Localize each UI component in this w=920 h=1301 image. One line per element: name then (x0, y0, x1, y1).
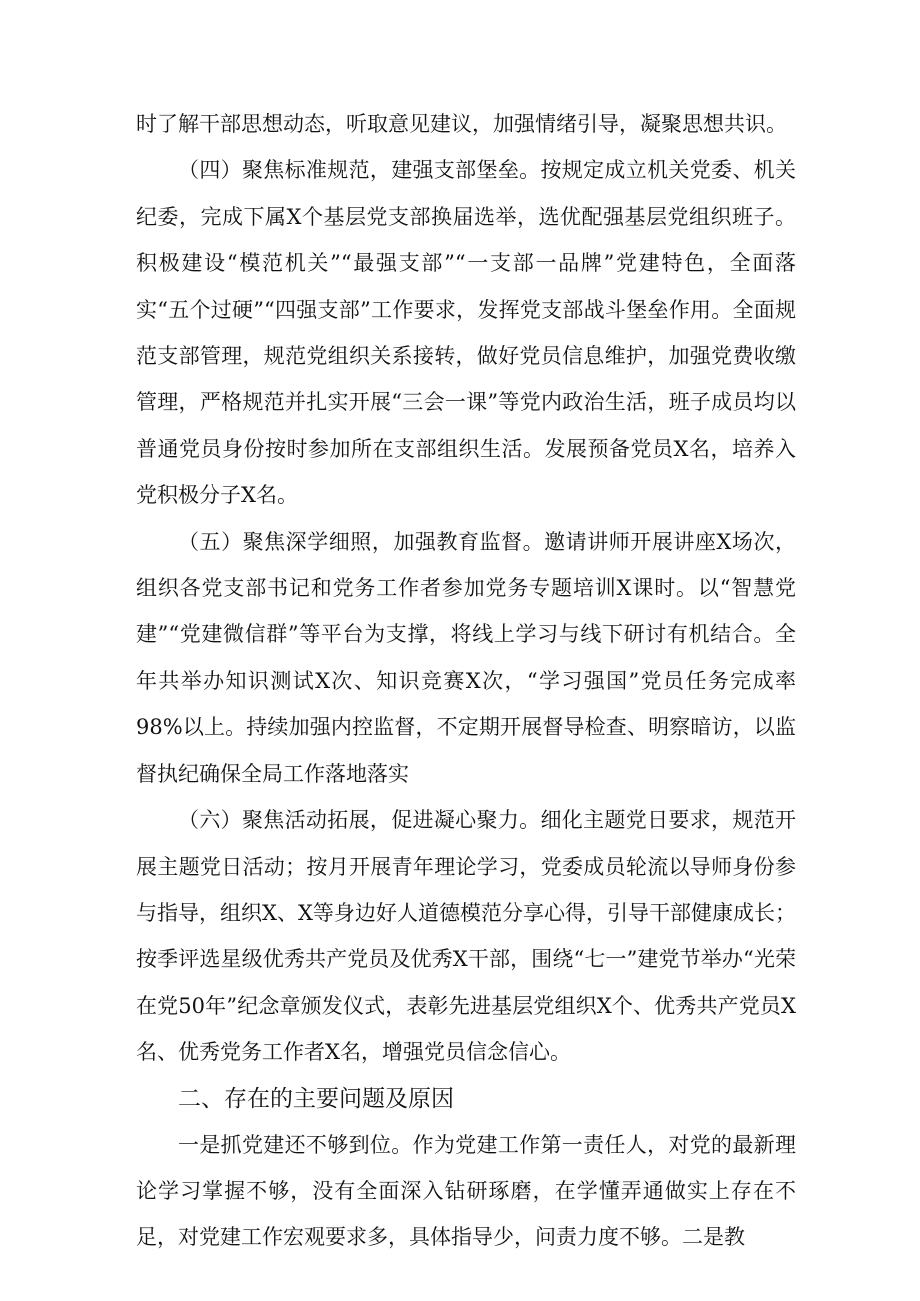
section-heading: 二、存在的主要问题及原因 (178, 1085, 454, 1112)
paragraph-problems: 一是抓党建还不够到位。作为党建工作第一责任人，对党的最新理论学习掌握不够，没有全面深入钻研琢磨，在学懂弄通做实上存在不足，对党建工作宏观要求多，具体指导少，问责力度不够。二是教 (136, 1132, 796, 1250)
document-body (136, 101, 796, 1261)
paragraph-section-6: （六）聚焦活动拓展，促进凝心聚力。细化主题党日要求，规范开展主题党日活动；按月开展青年理论学习，党委成员轮流以导师身份参与指导，组织X、X等身边好人道德模范分享心得，引导干部健康成长；按季评选星级优秀共产党员及优秀X干部，围绕“七一”建党节举办“光荣在党50年”纪念章颁发仪式，表彰先进基层党组织X个、优秀共产党员X名、优秀党务工作者X名，增强党员信念信心。 (136, 808, 796, 1065)
paragraph-continuation: 时了解干部思想动态，听取意见建议，加强情绪引导，凝聚思想共识。 (136, 112, 787, 136)
paragraph-section-4: （四）聚焦标准规范，建强支部堡垒。按规定成立机关党委、机关纪委，完成下属X个基层党支部换届选举，选优配强基层党组织班子。积极建设“模范机关”“最强支部”“一支部一品牌”党建特色，全面落实“五个过硬”“四强支部”工作要求，发挥党支部战斗堡垒作用。全面规范支部管理，规范党组织关系接转，做好党员信息维护，加强党费收缴管理，严格规范并扎实开展“三会一课”等党内政治生活，班子成员均以普通党员身份按时参加所在支部组织生活。发展预备党员X名，培养入党积极分子X名。 (136, 158, 796, 508)
paragraph-section-5: （五）聚焦深学细照，加强教育监督。邀请讲师开展讲座X场次，组织各党支部书记和党务工作者参加党务专题培训X课时。以“智慧党建”“党建微信群”等平台为支撑，将线上学习与线下研讨有机结合。全年共举办知识测试X次、知识竞赛X次，“学习强国”党员任务完成率98%以上。持续加强内控监督，不定期开展督导检查、明察暗访，以监督执纪确保全局工作落地落实 (136, 529, 796, 786)
